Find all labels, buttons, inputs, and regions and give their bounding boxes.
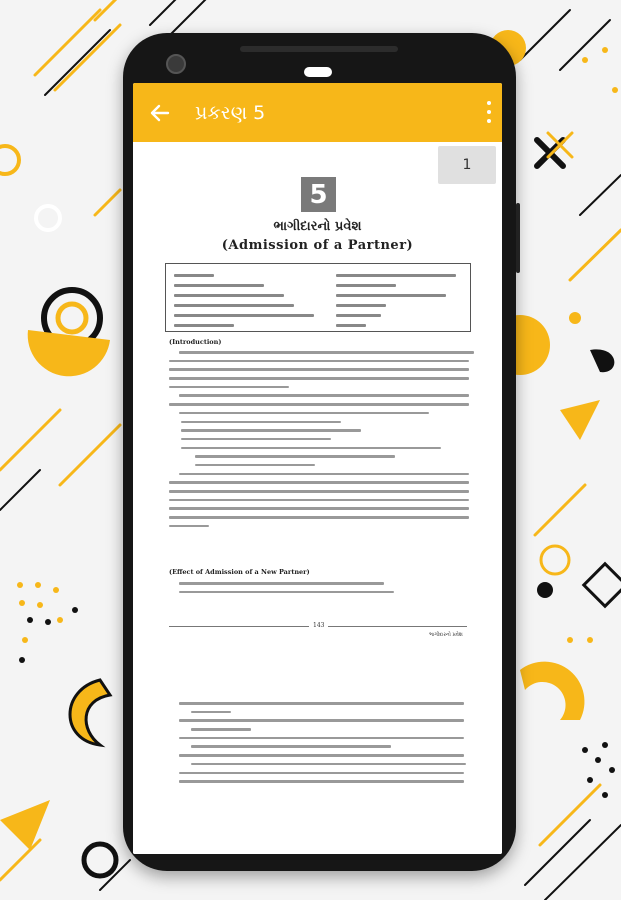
phone-sensor bbox=[304, 67, 332, 77]
page-footer-number: 143 bbox=[309, 622, 328, 629]
page-footer-label: ભાગીદારનો પ્રવેશ bbox=[429, 632, 463, 638]
chapter-title-english: (Admission of a Partner) bbox=[221, 238, 414, 253]
app-screen bbox=[133, 83, 502, 854]
next-page-body bbox=[179, 702, 469, 789]
chapter-number: 5 bbox=[301, 177, 336, 212]
phone-side-button bbox=[516, 203, 520, 273]
phone-speaker bbox=[240, 46, 398, 52]
app-bar bbox=[133, 83, 502, 142]
chapter-contents-box bbox=[165, 263, 471, 332]
section-2-heading: (Effect of Admission of a New Partner) bbox=[169, 568, 310, 576]
section-2-body bbox=[179, 582, 459, 599]
arrow-left-icon bbox=[150, 104, 170, 122]
section-1-heading: (Introduction) bbox=[169, 338, 222, 346]
back-button[interactable] bbox=[149, 102, 171, 124]
page-number-badge: 1 bbox=[438, 146, 496, 184]
section-1-body bbox=[169, 351, 469, 533]
page-title: પ્રકરણ 5 bbox=[195, 101, 266, 124]
phone-device bbox=[123, 33, 516, 871]
chapter-title-gujarati: ભાગીદારનો પ્રવેશ bbox=[273, 219, 362, 234]
front-camera bbox=[166, 54, 186, 74]
document-page[interactable] bbox=[133, 142, 502, 854]
more-vert-icon[interactable] bbox=[486, 101, 492, 123]
